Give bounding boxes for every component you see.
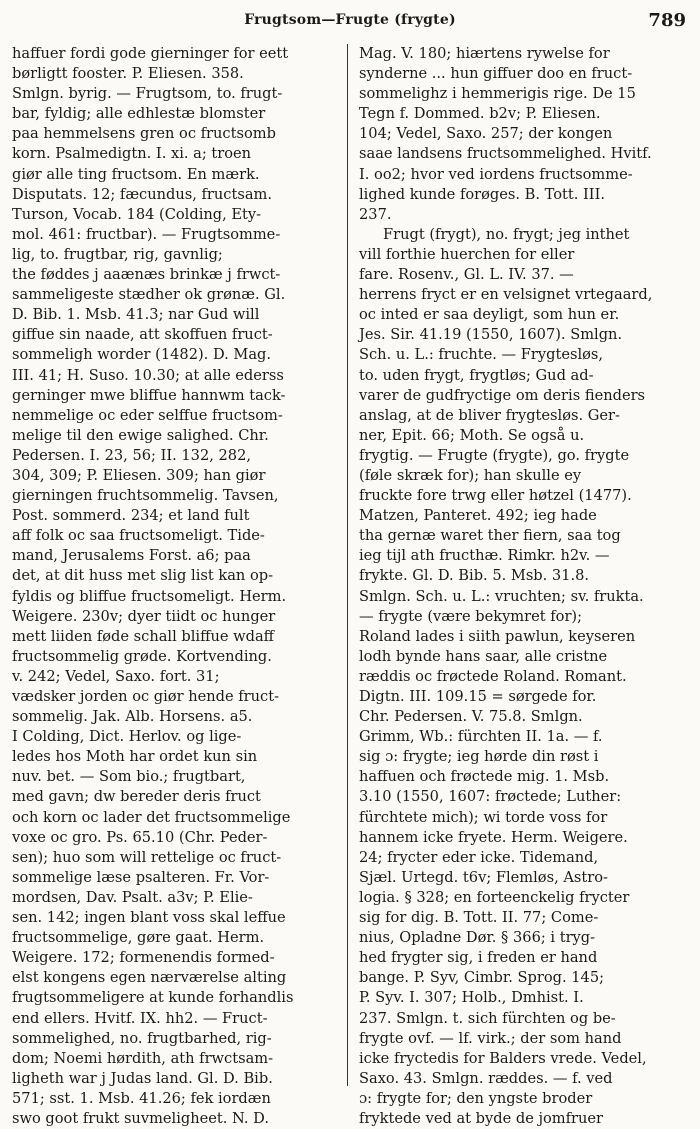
text-line: ɔ: frygte for; den yngste broder [359,1089,593,1107]
text-line: melige til den ewige salighed. Chr. [12,426,269,444]
page-number: 789 [648,10,686,31]
text-line: (føle skræk for); han skulle ey [359,466,582,484]
text-line: P. Syv. I. 307; Holb., Dmhist. I. [359,989,584,1007]
header-title: Frugtsom—Frugte (frygte) [244,12,456,28]
text-line: Pedersen. I. 23, 56; II. 132, 282, [12,446,252,464]
text-line: saae landsens fructsommelighed. Hvitf. [359,145,652,163]
text-line: Sch. u. L.: fruchte. — Frygtesløs, [359,346,604,364]
text-line: Sjæl. Urtegd. t6v; Flemløs, Astro- [359,868,608,886]
text-line: sammeligeste stædher ok grønæ. Gl. [12,286,286,304]
text-line: the føddes j aaænæs brinkæ j frwct- [12,266,281,284]
text-line: ligheth war j Judas land. Gl. D. Bib. [12,1069,273,1087]
text-line: mand, Jerusalems Forst. a6; paa [12,547,251,565]
text-line: haffuer fordi gode gierninger for eett [12,45,289,62]
text-line: ledes hos Moth har ordet kun sin [12,748,258,766]
text-line: Digtn. III. 109.15 = sørgede for. [359,688,597,705]
text-line: Post. sommerd. 234; et land fult [12,507,250,525]
text-line: frugtsommeligere at kunde forhandlis [12,989,294,1007]
text-line: swo goot frukt suvmeligheet. N. D. [12,1109,269,1127]
text-line: sig ɔ: frygte; ieg hørde din røst i [359,748,599,766]
text-line: end ellers. Hvitf. IX. hh2. — Fruct- [12,1009,268,1027]
text-line: korn. Psalmedigtn. I. xi. a; troen [12,145,252,163]
text-line: Matzen, Panteret. 492; ieg hade [359,507,597,525]
text-line: nius, Opladne Dør. § 366; i tryg- [359,929,596,947]
text-line: logia. § 328; en forteenckelig frycter [359,888,630,906]
text-line: lodh bynde hans saar, alle cristne [359,647,608,665]
text-line: Saxo. 43. Smlgn. ræddes. — f. ved [359,1069,613,1087]
text-line: sommelig. Jak. Alb. Horsens. a5. [12,708,253,726]
text-line: sommelige læse psalteren. Fr. Vor- [12,868,270,886]
text-line: fryktede ved at byde de jomfruer [359,1109,604,1127]
text-line: Roland lades i siith pawlun, keyseren [359,627,636,645]
text-line: Chr. Pedersen. V. 75.8. Smlgn. [359,708,583,726]
text-line: 237. [359,205,392,223]
text-line: bange. P. Syv, Cimbr. Sprog. 145; [359,969,605,987]
text-line: bar, fyldig; alle edhlestæ blomster [12,105,266,123]
text-line: ner, Epit. 66; Moth. Se også u. [359,426,585,444]
text-line: paa hemmelsens gren oc fructsomb [12,125,276,143]
text-line: sommeligh worder (1482). D. Mag. [12,346,272,364]
text-line: frygte ovf. — lf. virk.; der som hand [359,1029,622,1047]
text-line: elst kongens egen nærværelse alting [12,969,287,987]
text-line: dom; Noemi hørdith, ath frwctsam- [12,1049,274,1067]
text-line: Weigere. 172; formenendis formed- [12,949,275,967]
text-line: 237. Smlgn. t. sich fürchten og be- [359,1009,616,1027]
text-line: nuv. bet. — Som bio.; frugtbart, [12,768,246,786]
text-line: 304, 309; P. Eliesen. 309; han giør [12,466,266,484]
text-line: vill forthie huerchen for eller [359,245,575,263]
text-line: varer de gudfryctige om deris fienders [359,386,646,404]
text-line: børligtt fooster. P. Eliesen. 358. [12,65,244,83]
text-line: D. Bib. 1. Msb. 41.3; nar Gud will [12,306,260,324]
column-divider [347,44,348,1086]
text-line: ieg tijl ath fructhæ. Rimkr. h2v. — [359,547,610,565]
text-line: icke fryctedis for Balders vrede. Vedel, [359,1049,647,1067]
text-line: hannem icke fryete. Herm. Weigere. [359,828,628,846]
text-line: med gavn; dw bereder deris fruct [12,788,261,806]
text-line: ræddis oc frøctede Roland. Romant. [359,667,627,685]
text-line: sommelighed, no. frugtbarhed, rig- [12,1029,272,1047]
text-line: v. 242; Vedel, Saxo. fort. 31; [12,667,220,685]
text-line: fare. Rosenv., Gl. L. IV. 37. — [359,266,574,284]
text-line: tha gernæ waret ther fiern, saa tog [359,527,621,545]
text-line: lig, to. frugtbar, rig, gavnlig; [12,245,223,263]
text-line: mordsen, Dav. Psalt. a3v; P. Elie- [12,888,253,906]
text-line: Smlgn. Sch. u. L.: vruchten; sv. frukta. [359,587,644,605]
text-line: det, at dit huss met slig list kan op- [12,567,274,585]
text-line: frygtig. — Frugte (frygte), go. frygte [359,446,630,464]
right-column [359,44,692,1127]
text-line: nemmelige oc eder selffue fructsom- [12,406,283,424]
text-line: aff folk oc saa fructsomeligt. Tide- [12,527,265,545]
text-line: lighed kunde forøges. B. Tott. III. [359,185,605,203]
text-line: sig for dig. B. Tott. II. 77; Come- [359,909,599,927]
text-line: anslag, at de bliver frygtesløs. Ger- [359,406,620,424]
text-line: — frygte (være bekymret for); [359,607,583,625]
text-line: giffue sin naade, att skoffuen fruct- [12,326,273,344]
left-column [12,44,339,1127]
text-line: sommelighz i hemmerigis rige. De 15 [359,85,636,103]
text-line: gerninger mwe bliffue hannwm tack- [12,386,286,404]
text-line: mett liiden føde schall bliffue wdaff [12,627,275,645]
text-line: mol. 461: fructbar). — Frugtsomme- [12,225,281,243]
text-line: III. 41; H. Suso. 10.30; at alle ederss [12,366,284,384]
text-line: gierningen fruchtsommelig. Tavsen, [12,487,279,505]
text-line: Jes. Sir. 41.19 (1550, 1607). Smlgn. [359,326,623,344]
text-line: voxe oc gro. Ps. 65.10 (Chr. Peder- [12,828,268,846]
text-line: giør alle ting fructsom. En mærk. [12,165,260,183]
text-line: I Colding, Dict. Herlov. og lige- [12,728,242,746]
text-line: fructsommelige, gøre gaat. Herm. [12,929,265,947]
text-line: Tegn f. Dommed. b2v; P. Eliesen. [359,105,601,123]
text-line: fürchtete mich); wi torde voss for [359,808,608,826]
text-line: herrens fryct er en velsignet vrtegaard, [359,286,653,304]
text-line: Smlgn. byrig. — Frugtsom, to. frugt- [12,85,283,103]
text-line: fyldis og bliffue fructsomeligt. Herm. [12,587,287,605]
text-line: fructsommelig grøde. Kortvending. [12,647,272,665]
text-line: frykte. Gl. D. Bib. 5. Msb. 31.8. [359,567,590,585]
text-line: Disputats. 12; fæcundus, fructsam. [12,185,273,203]
text-line: 104; Vedel, Saxo. 257; der kongen [359,125,613,143]
text-line: och korn oc lader det fructsommelige [12,808,291,826]
text-line: sen. 142; ingen blant voss skal leffue [12,909,286,927]
text-line: synderne ... hun giffuer doo en fruct- [359,65,633,83]
running-head [0,12,700,34]
text-line: haffuen och frøctede mig. 1. Msb. [359,768,610,786]
text-line: Frugt (frygt), no. frygt; jeg inthet [383,225,630,243]
text-line: sen); huo som will rettelige oc fruct- [12,848,282,866]
text-line: 571; sst. 1. Msb. 41.26; fek iordæn [12,1089,271,1107]
text-line: fruckte fore trwg eller høtzel (1477). [359,487,632,505]
text-line: Turson, Vocab. 184 (Colding, Ety- [12,205,262,223]
text-line: Grimm, Wb.: fürchten II. 1a. — f. [359,728,603,746]
text-line: Weigere. 230v; dyer tiidt oc hunger [12,607,276,625]
text-line: oc inted er saa deyligt, som hun er. [359,306,620,324]
text-line: hed frygter sig, i freden er hand [359,949,598,967]
text-line: Mag. V. 180; hiærtens rywelse for [359,45,610,62]
text-line: 24; frycter eder icke. Tidemand, [359,848,599,866]
text-line: I. oo2; hvor ved iordens fructsomme- [359,165,633,183]
text-line: to. uden frygt, frygtløs; Gud ad- [359,366,594,384]
text-line: vædsker jorden oc giør hende fruct- [12,688,279,705]
text-line: 3.10 (1550, 1607: frøctede; Luther: [359,788,622,806]
